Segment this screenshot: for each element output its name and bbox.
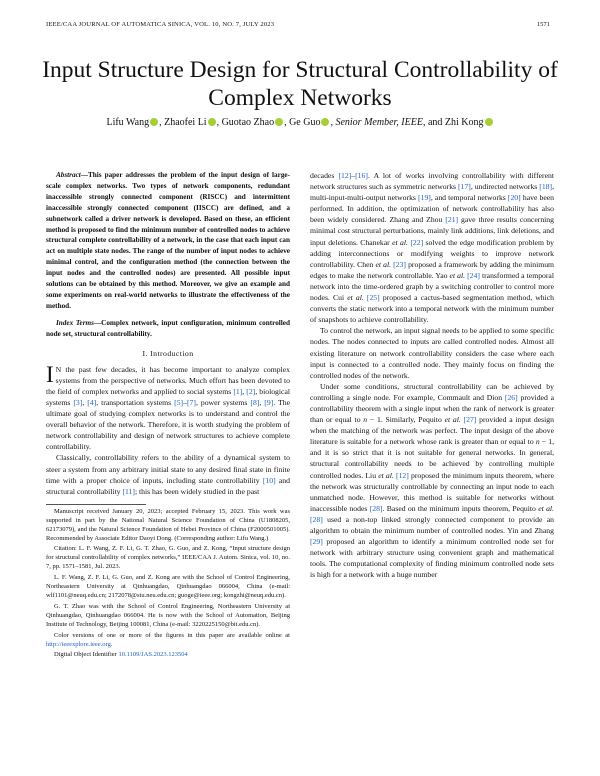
running-header: IEEE/CAA JOURNAL OF AUTOMATICA SINICA, VOL. 10, NO. 7, JULY 2023 bbox=[46, 21, 275, 28]
citation-link[interactable]: [11] bbox=[122, 486, 135, 496]
text-run: , and temporal networks bbox=[430, 193, 508, 203]
index-terms-text: —Complex network, input configuration, minimum controlled node set, structural controllability. bbox=[46, 318, 290, 338]
text-run: used a non-top linked strongly connected component to provide an algorithm to obtain the minimum number of controlled nodes. Yin and Zhang bbox=[310, 514, 554, 535]
doi-link[interactable]: 10.1109/JAS.2023.123504 bbox=[118, 651, 188, 659]
text-run: − 1, and it is so strict that it is not suitable for general networks. In general, structural controllability needs to be achieved by controlling multiple controlled nodes. Liu bbox=[310, 437, 554, 480]
text-run: . The ultimate goal of studying complex networks is to understand and control the overall behavior of the network. Therefore, it is worth studying the problem of network controllability and design of network structures to achieve complete controllability. bbox=[46, 397, 290, 452]
citation-link[interactable]: [9] bbox=[264, 397, 274, 407]
citation-link[interactable]: [10] bbox=[262, 475, 276, 485]
citation-link[interactable]: [17] bbox=[458, 182, 471, 192]
text-run: ; this has been widely studied in the past bbox=[134, 486, 260, 496]
text-run: proposed a framework by adding the minimum edges to make the network controllable. Yao bbox=[310, 259, 555, 280]
abstract bbox=[46, 170, 290, 312]
page-number: 1571 bbox=[536, 21, 550, 28]
citation-link[interactable]: [26] bbox=[504, 392, 518, 402]
author-name: Zhaofei Li bbox=[164, 117, 207, 128]
text-run: gave three results concerning minimal cost structural perturbations, mainly link additions, link deletions, and input deletions. Chanekar bbox=[310, 215, 554, 247]
text-run: Color versions of one or more of the figures in this paper are available online at bbox=[54, 631, 290, 639]
orcid-icon[interactable] bbox=[208, 118, 216, 126]
author-name: Guotao Zhao bbox=[221, 117, 275, 128]
text-run: Digital Object Identifier bbox=[54, 651, 119, 659]
orcid-icon[interactable] bbox=[150, 118, 158, 126]
citation-link[interactable]: [28] bbox=[310, 514, 323, 524]
body-paragraph bbox=[46, 452, 290, 496]
section-heading: I. Introduction bbox=[142, 348, 194, 358]
footnote-doi bbox=[46, 651, 290, 660]
body-paragraph: I N the past few decades, it has become important to analyze complex systems from the perspective of networks. Much effort has been devoted to the field of complex networks and applied to social systems [1], [2], biological systems [3], [4], transportation systems [5]–[7], power systems [8], [9]. The ultimate goal of studying complex networks is to understand and control the overall behavior of the network. Therefore, it is worth studying the problem of network controllability and design of network structures to achieve complete controllability. bbox=[46, 361, 290, 452]
author-name: Ge Guo bbox=[289, 117, 321, 128]
footnote-manuscript: Manuscript received January 20, 2023; accepted February 15, 2023. This work was supported in part by the National Natural Science Foundation of China (U1808205, 62173079), and the Natural Science Foundation of Hebei Province of China (F2000501005). Recommended by Associate Editor Daoyi Dong. (Corresponding author: Lifu Wang.) bbox=[46, 507, 290, 542]
author-list: Lifu Wang , Zhaofei Li , Guotao Zhao , Ge Guo , Senior Member, IEEE, and Zhi Kong bbox=[40, 117, 560, 128]
citation-link[interactable]: [25] bbox=[366, 293, 380, 303]
text-run: , undirected networks bbox=[470, 182, 540, 192]
citation-link[interactable]: [29] bbox=[310, 537, 323, 547]
citation-link[interactable]: [20] bbox=[507, 193, 521, 203]
text-run: proposed a cactus-based segmentation method, which converts the static network into a temporal network with the minimum number of snapshots to achieve controllability. bbox=[310, 293, 555, 325]
footnote-citation: Citation: L. F. Wang, Z. F. Li, G. T. Zhao, G. Guo, and Z. Kong, “Input structure design for structural controllability of complex networks,” IEEE/CAA J. Autom. Sinica, vol. 10, no. 7, pp. 1571–1581, Jul. 2023. bbox=[46, 545, 290, 571]
footnote-color bbox=[46, 632, 290, 650]
text-run: et al. bbox=[392, 237, 408, 247]
text-run: and structural controllability bbox=[46, 475, 290, 496]
text-run: provided a input design when the matching of the network was perfect. The input design of the above literature is suitable for a network whose rank is greater than or equal to bbox=[310, 415, 554, 447]
drop-cap: I bbox=[46, 361, 54, 387]
citation-link[interactable]: [4] bbox=[87, 397, 97, 407]
footnote-divider bbox=[46, 504, 146, 505]
citation-link[interactable]: [18] bbox=[539, 182, 553, 192]
ieee-xplore-link[interactable]: http://ieeexplore.ieee.org bbox=[46, 640, 111, 648]
citation-link[interactable]: [8] bbox=[250, 397, 260, 407]
citation-link[interactable]: [5] bbox=[174, 397, 184, 407]
text-run: . Based on the minimum inputs theorem, Pequito bbox=[382, 503, 539, 513]
footnote-affiliation: L. F. Wang, Z. F. Li, G. Guo, and Z. Kong are with the School of Control Engineering, Northeastern University at Qinhuangdao, Qinhuangdao 066004, China (e-mail: wlf1101@neuq.edu.cn; 2172078@stu.neu.edu.cn; guoge@ieee.org; kongzhi@neuq.edu.cn). bbox=[46, 574, 290, 599]
text-run: et al. bbox=[378, 470, 394, 480]
text-run: solved the edge modification problem by adding interconnections or modifying weights to improve network controllability. Chen bbox=[310, 237, 555, 269]
orcid-icon[interactable] bbox=[485, 118, 493, 126]
text-run: et al. bbox=[449, 270, 466, 280]
body-paragraph bbox=[310, 381, 554, 581]
text-run: proposed an algorithm to identify a minimum controlled node set for network with arbitrary structure using convenient graph and mathematical tools. The computational complexity of finding minimum controlled node sets is high for a network with a huge number bbox=[310, 537, 554, 580]
author-separator: , and bbox=[422, 117, 445, 128]
body-paragraph: To control the network, an input signal needs to be applied to some specific nodes. The nodes connected to inputs are called controlled nodes. Almost all existing literature on network controllability considers the case where each input is connected to a controlled node. They mainly focus on finding the controlled nodes of the network. bbox=[310, 326, 554, 380]
text-run: . A lot of works involving controllability with different network structures such as symmetric networks bbox=[310, 171, 554, 192]
text-run: , power systems bbox=[195, 397, 251, 407]
text-run: transformed a temporal network into the time-ordered graph by a switching controller to control more nodes. Cui bbox=[310, 270, 554, 303]
abstract-label: Abstract bbox=[56, 171, 81, 179]
text-run: , transportation systems bbox=[96, 397, 175, 407]
text-run: et al. bbox=[347, 293, 364, 303]
citation-link[interactable]: [22] bbox=[410, 237, 424, 247]
citation-link[interactable]: [24] bbox=[467, 270, 480, 280]
author-name: Zhi Kong bbox=[444, 117, 484, 128]
text-run: decades bbox=[310, 171, 339, 180]
citation-link[interactable]: [23] bbox=[393, 259, 406, 269]
text-run: Classically, controllability refers to the ability of a dynamical system to steer a system from any arbitrary initial state to any desired final state in finite time with a proper choice of inputs, including state controllability bbox=[46, 453, 290, 485]
orcid-icon[interactable] bbox=[275, 118, 283, 126]
text-run: − 1. Similarly, Pequito bbox=[367, 415, 445, 425]
text-run: have been performed. In addition, the optimization of network controllability has also been widely considered. Zhang and Zhou bbox=[310, 193, 554, 225]
text-run: provided a controllability theorem with a single input when the rank of network is greater than or equal to bbox=[310, 392, 554, 425]
abstract-text: —This paper addresses the problem of the input design of large-scale complex networks. Two types of network components, redundant inaccessible strongly connected component (RISCC) and intermittent inaccessible strongly connected component (IISCC) are defined, and a subnetwork called a driver network is developed. Based on these, an efficient method is proposed to find the minimum number of controlled nodes to achieve structural complete controllability of a network, in the case that each input can act on multiple state nodes. The range of the number of input nodes to achieve minimal control, and the configuration method (the connection between the input nodes and the controlled nodes) are presented. All possible input solutions can be obtained by this method. Moreover, we give an example and some experiments on real-world networks to illustrate the effectiveness of the method. bbox=[46, 171, 290, 310]
text-run: et al. bbox=[375, 259, 392, 269]
text-run: , biological systems bbox=[46, 386, 290, 407]
citation-link[interactable]: [12] bbox=[396, 470, 409, 480]
text-run: . bbox=[110, 640, 113, 648]
index-terms-label: Index Terms bbox=[56, 318, 94, 327]
citation-link[interactable]: [12] bbox=[338, 171, 352, 180]
math-variable: n bbox=[363, 415, 368, 425]
citation-link[interactable]: [21] bbox=[445, 215, 459, 225]
citation-link[interactable]: [1] bbox=[233, 386, 243, 396]
body-paragraph: decades [12]–[16]. A lot of works involving controllability with different network structures such as symmetric networks [17], undirected networks [18], multi-input-multi-output networks [19], and temporal networks [20] have been performed. In addition, the optimization of network controllability has also been widely considered. Zhang and Zhou [21] gave three results concerning minimal cost structural perturbations, mainly link additions, link deletions, and input deletions. Chanekar et al. [22] solved the edge modification problem by adding interconnections or modifying weights to improve network controllability. Chen et al. [23] proposed a framework by adding the minimum edges to make the network controllable. Yao et al. [24] transformed a temporal network into the time-ordered graph by a switching controller to control more nodes. Cui et al. [25] proposed a cactus-based segmentation method, which converts the static network into a temporal network with the minimum number of snapshots to achieve controllability. bbox=[310, 171, 555, 325]
right-column bbox=[310, 170, 554, 580]
author-role: Senior Member, IEEE bbox=[335, 117, 423, 128]
citation-link[interactable]: [19] bbox=[418, 193, 431, 203]
text-run: et al. bbox=[444, 415, 461, 425]
author-name: Lifu Wang bbox=[106, 117, 150, 128]
citation-link[interactable]: [2] bbox=[246, 386, 256, 396]
text-run: proposed the minimum inputs theorem, where the network was structurally controllable by connecting an input node to each unmatched node. However, this method is suitable for networks without inaccessible nodes bbox=[310, 470, 555, 513]
footnote-affiliation: G. T. Zhao was with the School of Control Engineering, Northeastern University at Qinhuangdao, Qinhuangdao 066004. He is now with the School of Automation, Beijing Institute of Technology, Beijing 100081, China (e-mail: 3220225150@bit.edu.cn). bbox=[46, 602, 290, 628]
text-run: , multi-input-multi-output networks bbox=[310, 182, 554, 203]
text-run: N the past few decades, it has become important to analyze complex systems from the perspective of networks. Much effort has been devoted to the field of complex networks and applied to social systems bbox=[46, 364, 290, 396]
orcid-icon[interactable] bbox=[321, 118, 329, 126]
text-run: et al. bbox=[538, 503, 554, 513]
citation-link[interactable]: [27] bbox=[463, 415, 477, 425]
citation-link[interactable]: [16] bbox=[355, 171, 368, 180]
left-column bbox=[46, 170, 290, 662]
index-terms bbox=[46, 318, 290, 340]
citation-link[interactable]: [3] bbox=[73, 397, 83, 407]
citation-link[interactable]: [28] bbox=[369, 503, 383, 513]
math-variable: n bbox=[535, 437, 540, 447]
paper-title: Input Structure Design for Structural Controllability of Complex Networks bbox=[42, 57, 558, 111]
citation-link[interactable]: [7] bbox=[186, 397, 196, 407]
text-run: Under some conditions, structural controllability can be achieved by controlling a single node. For example, Commault and Dion bbox=[310, 381, 554, 402]
